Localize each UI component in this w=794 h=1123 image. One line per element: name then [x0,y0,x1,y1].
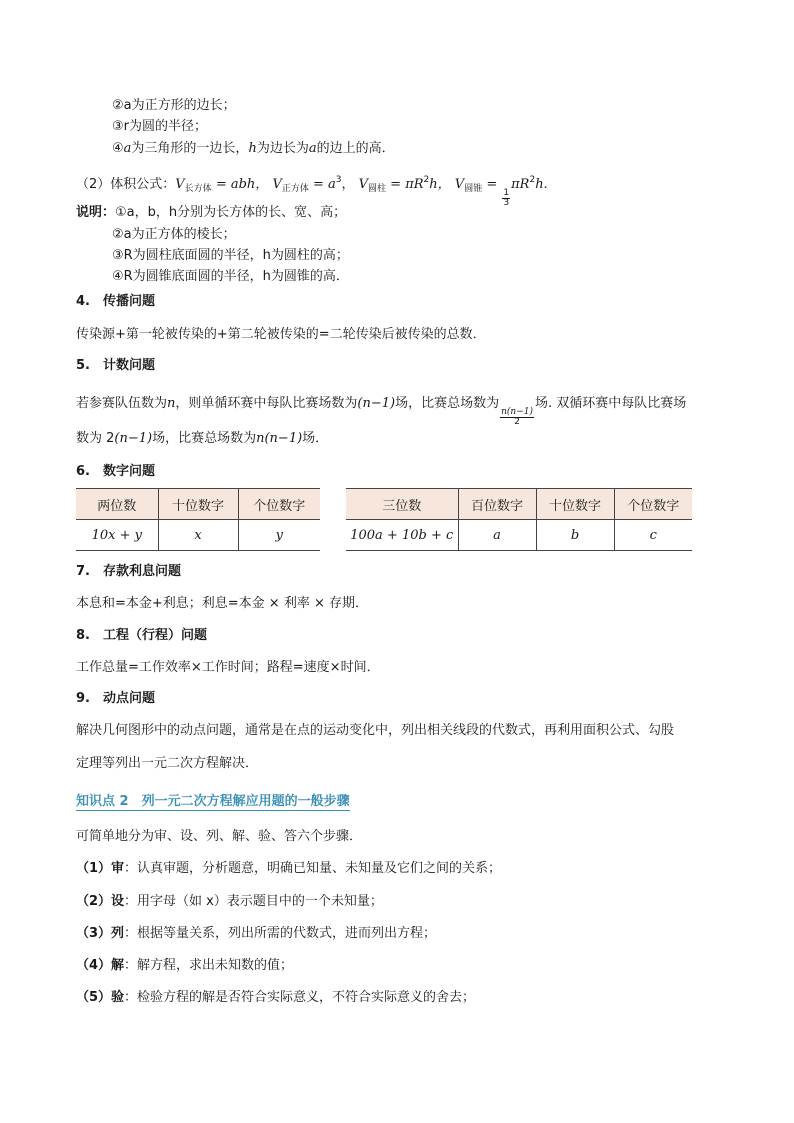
table-header: 十位数字 [536,489,614,520]
two-digit-table [76,488,320,551]
volume-explain-2: ②a为正方体的棱长； [112,227,236,242]
area-note-2: ②a为正方形的边长； [112,98,236,113]
table-cell: 100a + 10b + c [346,520,458,551]
table-cell: a [458,520,536,551]
area-note-4: ④a为三角形的一边长，h为边长为a的边上的高． [112,141,395,156]
table-header: 个位数字 [238,489,320,520]
table-cell: y [238,520,320,551]
section-5-line-2: 数为 2(n−1)场，比赛总场数为n(n−1)场． [76,431,329,446]
section-7-title: 7. 存款利息问题 [76,564,181,579]
table-cell: 10x + y [76,520,158,551]
section-8-title: 8. 工程（行程）问题 [76,628,207,643]
table-cell: b [536,520,614,551]
section-4-body: 传染源+第一轮被传染的+第二轮被传染的=二轮传染后被传染的总数． [76,327,486,342]
table-cell: c [614,520,692,551]
volume-explain-3: ③R为圆柱底面圆的半径，h为圆柱的高； [112,248,349,263]
knowledge-point-2-title: 知识点 2 列一元二次方程解应用题的一般步骤 [76,790,350,811]
kp2-step-4: （4）解：解方程，求出未知数的值； [76,958,294,973]
matches-fraction: $\frac{n(n-1)}{2}$ [501,407,533,427]
table-header: 十位数字 [158,489,238,520]
three-digit-table [346,488,692,551]
kp2-step-2: （2）设：用字母（如 x）表示题目中的一个未知量； [76,894,383,909]
section-7-body: 本息和=本金+利息；利息=本金 × 利率 × 存期． [76,596,368,611]
section-6-title: 6. 数字问题 [76,464,155,479]
table-header: 个位数字 [614,489,692,520]
table-header: 两位数 [76,489,158,520]
section-9-title: 9. 动点问题 [76,691,155,706]
section-9-body-1: 解决几何图形中的动点问题，通常是在点的运动变化中，列出相关线段的代数式，再利用面积公式、勾股 [76,723,675,738]
volume-explain-1: 说明：①a，b，h分别为长方体的长、宽、高； [76,205,347,220]
kp2-step-3: （3）列：根据等量关系，列出所需的代数式，进而列出方程； [76,926,437,941]
one-third-fraction: $\frac{1}{3}$ [503,188,510,208]
volume-formula: （2）体积公式：$V_{长方体}$ = abh， $V_{正方体} = a^3$， $V_{圆柱} = \pi R^2h$， $V_{圆锥}$ = $\frac{1}{3}$ $\pi R^2h$. [76,175,548,208]
volume-explain-4: ④R为圆锥底面圆的半径，h为圆锥的高． [112,269,349,284]
kp2-step-1: （1）审：认真审题，分析题意，明确已知量、未知量及它们之间的关系； [76,861,502,876]
section-9-body-2: 定理等列出一元二次方程解决． [76,756,259,771]
kp2-step-5: （5）验：检验方程的解是否符合实际意义，不符合实际意义的舍去； [76,990,476,1005]
section-4-title: 4. 传播问题 [76,294,155,309]
section-5-title: 5. 计数问题 [76,358,155,373]
table-header: 三位数 [346,489,458,520]
table-header: 百位数字 [458,489,536,520]
section-5-line-1: 若参赛队伍数为n，则单循环赛中每队比赛场数为(n−1)场，比赛总场数为 $\frac{n(n-1)}{2}$ 场. 双循环赛中每队比赛场 [76,396,687,427]
kp2-intro: 可简单地分为审、设、列、解、验、答六个步骤． [76,829,363,844]
section-8-body: 工作总量=工作效率×工作时间；路程=速度×时间． [76,660,380,675]
area-note-3: ③r为圆的半径； [112,119,207,134]
table-cell: x [158,520,238,551]
